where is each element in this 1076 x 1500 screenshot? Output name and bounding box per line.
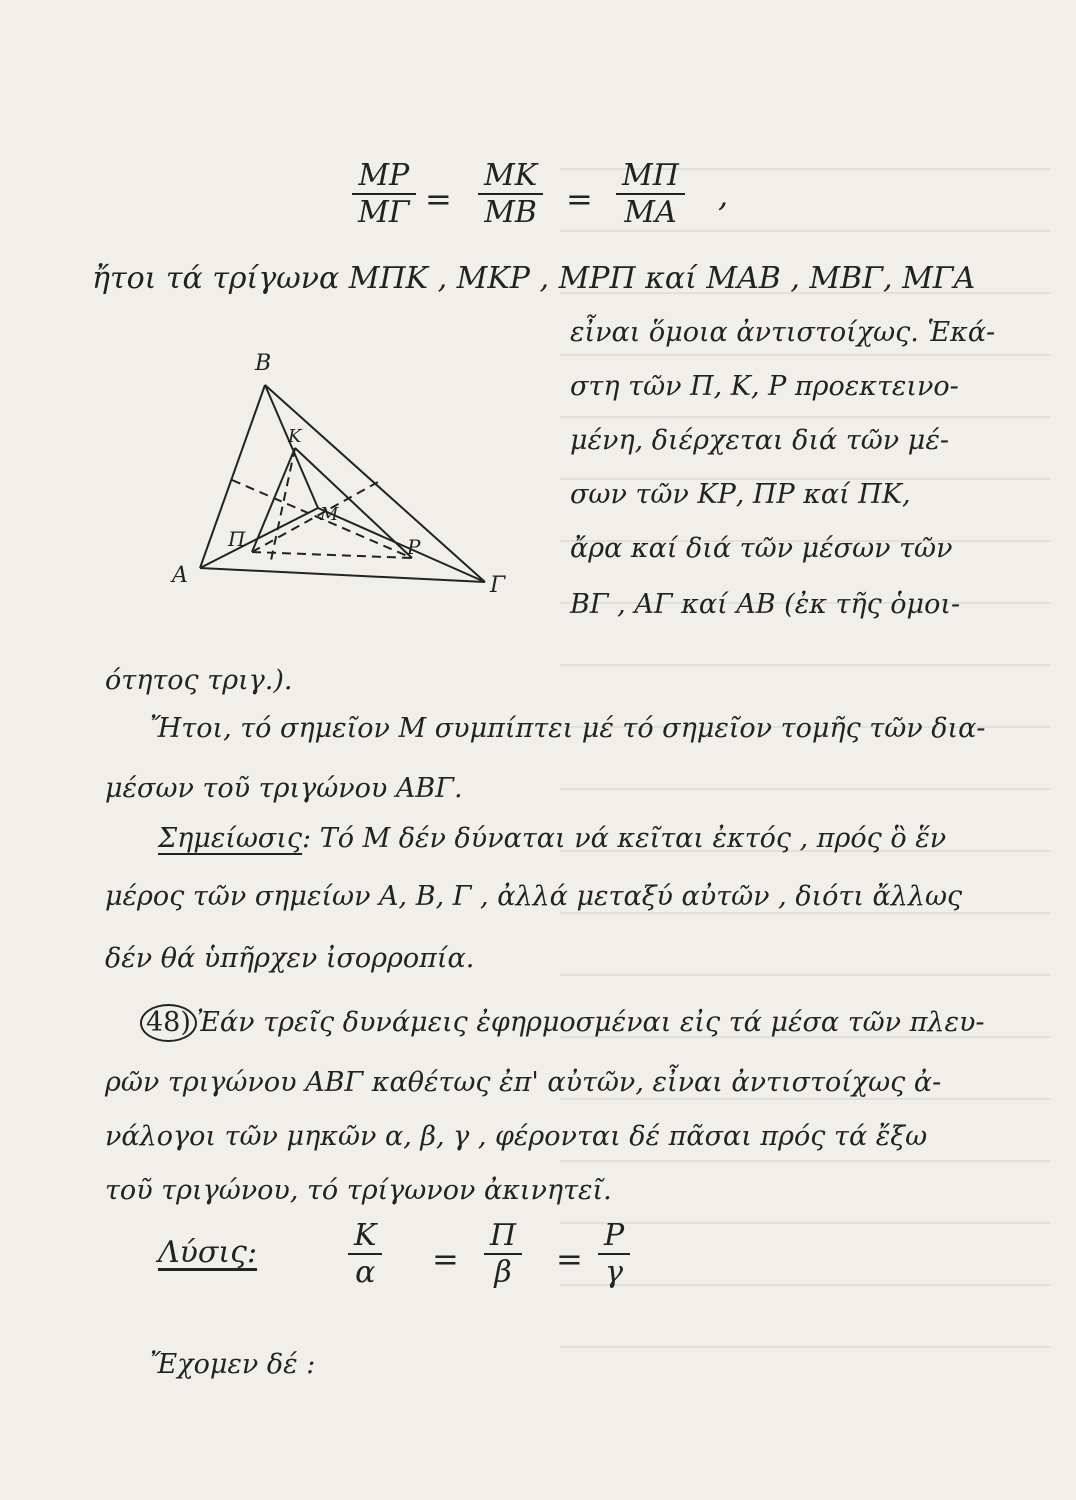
equals-sign: =	[566, 180, 593, 218]
note-line	[158, 822, 946, 856]
problem-text-4: τοῦ τριγώνου, τό τρίγωνον ἀκινητεῖ.	[105, 1175, 612, 1206]
fraction-mk-mb	[478, 158, 543, 230]
denominator: γ	[605, 1255, 624, 1290]
fraction-pi-b	[484, 1218, 522, 1290]
label-m: Μ	[320, 504, 339, 525]
triangle-figure	[160, 340, 540, 600]
text-line-l3: Ἤτοι, τό σημεῖον Μ συμπίπτει μέ τό σημεῖον τομῆς τῶν δια-	[150, 713, 986, 744]
label-pi: Π	[228, 527, 246, 551]
edge-pip	[252, 552, 412, 558]
note-text: : Τό Μ δέν δύναται νά κεῖται ἐκτός , πρός ὃ ἕν	[302, 823, 947, 854]
fraction-mpi-ma	[616, 158, 685, 230]
problem-text-2: ρῶν τριγώνου ΑΒΓ καθέτως ἐπ' αὐτῶν, εἶναι ἀντιστοίχως ἀ-	[105, 1067, 942, 1098]
label-g: Γ	[490, 573, 506, 598]
label-a: Α	[172, 563, 188, 588]
edge-ag	[200, 568, 485, 582]
numerator: ΜΚ	[478, 158, 543, 195]
text-line-r5: ἄρα καί διά τῶν μέσων τῶν	[570, 533, 953, 564]
denominator: ΜΑ	[624, 195, 677, 230]
text-line-l6: δέν θά ὑπῆρχεν ἰσορροπία.	[105, 943, 475, 974]
text-line-r2: στη τῶν Π, Κ, Ρ προεκτεινο-	[570, 371, 959, 402]
equals-sign: =	[432, 1240, 459, 1278]
problem-number-badge: 48)	[140, 1004, 197, 1042]
label-p: Ρ	[407, 535, 421, 559]
text-line-l5: μέρος τῶν σημείων Α, Β, Γ , ἀλλά μεταξύ αὐτῶν , διότι ἄλλως	[105, 881, 963, 912]
text-line-l2: ότητος τριγ.).	[105, 665, 293, 696]
fraction-k-a	[348, 1218, 382, 1290]
problem-48-line	[140, 1004, 985, 1042]
problem-text-1: Ἐάν τρεῖς δυνάμεις ἐφηρμοσμέναι εἰς τά μέσα τῶν πλευ-	[196, 1007, 985, 1038]
fraction-p-g	[598, 1218, 630, 1290]
text-line-r1: εἶναι ὅμοια ἀντιστοίχως. Ἑκά-	[570, 317, 996, 348]
equals-sign: =	[425, 180, 452, 218]
numerator: ΜΠ	[616, 158, 685, 195]
numerator: Π	[484, 1218, 522, 1255]
segment-mg	[318, 508, 485, 582]
denominator: ΜΒ	[484, 195, 537, 230]
text-line-r3: μένη, διέρχεται διά τῶν μέ-	[570, 425, 949, 456]
label-k: Κ	[288, 426, 302, 447]
solution-label: Λύσις:	[158, 1235, 258, 1270]
denominator: β	[494, 1255, 512, 1290]
denominator: α	[355, 1255, 376, 1290]
problem-text-3: νάλογοι τῶν μηκῶν α, β, γ , φέρονται δέ πᾶσαι πρός τά ἔξω	[105, 1121, 928, 1152]
equals-sign: =	[556, 1240, 583, 1278]
edge-pk	[252, 448, 295, 552]
numerator: Κ	[348, 1218, 382, 1255]
text-line-l4: μέσων τοῦ τριγώνου ΑΒΓ.	[105, 773, 463, 804]
note-label: Σημείωσις	[158, 823, 303, 854]
numerator: ΜΡ	[352, 158, 416, 195]
fraction-mp-mg	[352, 158, 416, 230]
text-line-r4: σων τῶν ΚΡ, ΠΡ καί ΠΚ,	[570, 479, 911, 510]
text-line-last: Ἔχομεν δέ :	[150, 1349, 316, 1380]
label-b: Β	[255, 351, 272, 376]
text-line-triangles: ἤτοι τά τρίγωνα ΜΠΚ , ΜΚΡ , ΜΡΠ καί ΜΑΒ , ΜΒΓ, ΜΓΑ	[92, 261, 976, 296]
denominator: ΜΓ	[358, 195, 410, 230]
text-line-r6: ΒΓ , ΑΓ καί ΑΒ (ἐκ τῆς ὁμοι-	[570, 589, 961, 620]
numerator: Ρ	[598, 1218, 630, 1255]
comma: ,	[718, 176, 729, 214]
